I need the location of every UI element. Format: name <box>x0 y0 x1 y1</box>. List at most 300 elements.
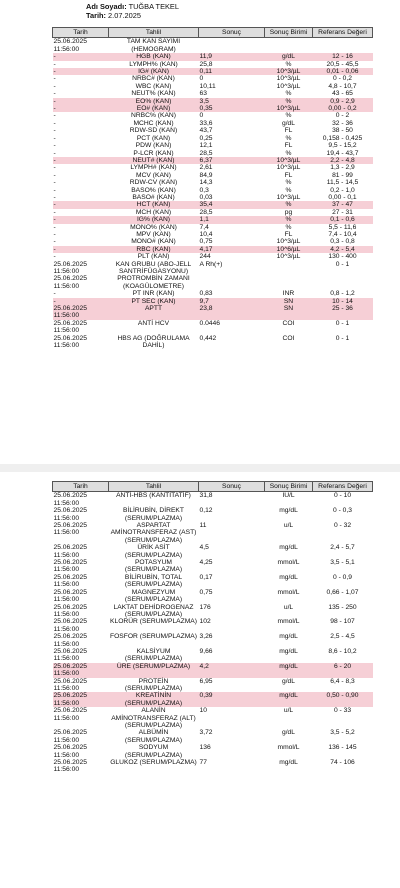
cell-date: - <box>53 60 56 68</box>
table-row <box>53 729 373 744</box>
cell-date: - <box>53 134 56 142</box>
cell-date: - <box>53 201 109 208</box>
cell-test: BASO% (KAN) <box>131 186 176 194</box>
table-row <box>53 105 373 112</box>
table-row <box>53 61 373 68</box>
cell-date: - <box>53 119 56 127</box>
header-date: Tarih <box>53 482 109 492</box>
cell-unit: mg/dL <box>265 692 313 707</box>
cell-test: PLT (KAN) <box>137 253 170 261</box>
cell-reference: 0,66 - 1,07 <box>326 588 359 596</box>
cell-result: 7,4 <box>199 223 209 231</box>
cell-unit: % <box>285 60 292 68</box>
cell-test: NRBC# (KAN) <box>132 75 175 83</box>
cell-test: ÜRİK ASİT (SERUM/PLAZMA) <box>124 544 183 559</box>
cell-date: - <box>53 90 56 98</box>
cell-test: KALSİYUM (SERUM/PLAZMA) <box>124 647 183 663</box>
cell-unit: % <box>285 223 292 231</box>
cell-unit: % <box>265 98 313 105</box>
cell-result: 28,5 <box>199 208 213 216</box>
cell-reference: 0 - 1 <box>335 319 350 327</box>
cell-date: 25.06.2025 11:56:00 <box>53 544 87 559</box>
cell-result: 0,12 <box>199 507 213 515</box>
cell-test: KREATİNİN (SERUM/PLAZMA) <box>109 692 199 707</box>
cell-reference: 6 - 20 <box>313 663 373 678</box>
cell-result: 0,75 <box>199 588 213 596</box>
table-row <box>53 648 373 663</box>
patient-name: TUĞBA TEKEL <box>128 2 179 11</box>
cell-test: ANTİ HCV <box>137 319 170 327</box>
cell-result: 0,35 <box>199 105 265 112</box>
cell-test: RBC (KAN) <box>109 246 199 253</box>
table-row <box>53 172 373 179</box>
cell-result: 10,4 <box>199 230 213 238</box>
cell-unit: 10^3/µL <box>276 164 301 172</box>
cell-test: MAGNEZYUM (SERUM/PLAZMA) <box>124 588 183 604</box>
cell-test: FOSFOR (SERUM/PLAZMA) <box>110 633 197 641</box>
cell-result: 28,5 <box>199 149 213 157</box>
cell-unit: INR <box>282 290 295 298</box>
cell-reference: 43 - 65 <box>332 90 353 98</box>
table-row <box>53 224 373 231</box>
table-row <box>53 164 373 171</box>
cell-result: 43,7 <box>199 127 213 135</box>
cell-unit: u/L <box>283 707 294 715</box>
cell-unit: COI <box>282 334 295 342</box>
table-row <box>53 261 373 276</box>
cell-date: - <box>53 223 56 231</box>
cell-unit: % <box>285 134 292 142</box>
cell-reference: 4,2 - 5,4 <box>313 246 373 253</box>
cell-reference: 0 - 32 <box>333 522 352 530</box>
cell-unit: u/L <box>283 603 294 611</box>
cell-date: 25.06.2025 11:56:00 <box>53 663 109 678</box>
cell-unit: FL <box>284 230 293 238</box>
cell-reference: 98 - 107 <box>330 618 355 626</box>
cell-date: - <box>53 246 109 253</box>
cell-reference: 0,2 - 1,0 <box>330 186 355 194</box>
table-row <box>53 90 373 97</box>
cell-date: - <box>53 127 56 135</box>
cell-result: 31,8 <box>199 492 213 500</box>
cell-reference: 5,5 - 11,6 <box>328 223 357 231</box>
cell-result: 0.0446 <box>199 319 220 327</box>
cell-date: - <box>53 230 56 238</box>
cell-reference: 0,1 - 0,6 <box>313 216 373 223</box>
cell-unit: % <box>285 90 292 98</box>
report-date: 2.07.2025 <box>108 11 141 20</box>
cell-test: EO% (KAN) <box>109 98 199 105</box>
table-row <box>53 522 373 544</box>
cell-unit: mg/dL <box>279 633 298 641</box>
cell-reference: 0,158 - 0,425 <box>322 134 363 142</box>
cell-date: 25.06.2025 11:56:00 <box>53 647 87 663</box>
table-row <box>53 574 373 589</box>
cell-result: 77 <box>199 759 207 767</box>
table-header-row <box>53 482 373 492</box>
cell-unit: FL <box>284 171 293 179</box>
cell-reference: 0 - 0,9 <box>333 573 352 581</box>
cell-result: 12,1 <box>199 142 213 150</box>
cell-date: - <box>53 68 109 75</box>
table-row <box>53 275 373 290</box>
cell-test: MCV (KAN) <box>136 171 171 179</box>
cell-test: MONO% (KAN) <box>130 223 177 231</box>
cell-test: PCT (KAN) <box>136 134 171 142</box>
cell-test: GLUKOZ (SERUM/PLAZMA) <box>110 759 197 767</box>
table-row <box>53 53 373 60</box>
cell-unit: 10^3/µL <box>276 253 301 261</box>
cell-reference: 9,5 - 15,2 <box>328 142 357 150</box>
cell-test: MONO# (KAN) <box>131 238 176 246</box>
cell-test: ALANİN AMİNOTRANSFERAZ (ALT) (SERUM/PLAZMA) <box>111 707 196 729</box>
cell-result: 14,3 <box>199 179 213 187</box>
cell-test: NEUT# (KAN) <box>109 157 199 164</box>
cell-date: - <box>53 179 56 187</box>
cell-test: PT INR (KAN) <box>132 290 175 298</box>
cell-unit: g/dL <box>281 119 296 127</box>
cell-test: LYMPH% (KAN) <box>129 60 178 68</box>
table-row <box>53 305 373 320</box>
header-reference: Referans Değeri <box>313 28 373 38</box>
header-result: Sonuç <box>199 28 265 38</box>
cell-result: 6,95 <box>199 677 213 685</box>
table-row <box>53 633 373 648</box>
cell-test: HGB (KAN) <box>109 53 199 60</box>
cell-result: 63 <box>199 90 207 98</box>
cell-result: 0,442 <box>199 334 217 342</box>
cell-reference: 0,00 - 0,1 <box>328 193 357 201</box>
table-row <box>53 120 373 127</box>
cell-date: - <box>53 82 56 90</box>
cell-reference: 20,5 - 45,5 <box>326 60 359 68</box>
cell-test: PROTEİN (SERUM/PLAZMA) <box>124 677 183 692</box>
cell-reference: 38 - 50 <box>332 127 353 135</box>
table-row <box>53 290 373 297</box>
cell-result <box>199 275 265 290</box>
header-date: Tarih <box>53 28 109 38</box>
table-row <box>53 194 373 201</box>
cell-date: - <box>53 142 56 150</box>
table-row <box>53 544 373 559</box>
cell-reference: 0,01 - 0,06 <box>313 68 373 75</box>
cell-unit: mg/dL <box>279 647 298 655</box>
cell-result: 9,7 <box>199 298 265 305</box>
table-row <box>53 98 373 105</box>
cell-reference: 0 - 2 <box>335 112 350 120</box>
cell-result: 25,8 <box>199 60 213 68</box>
cell-date: 25.06.2025 11:56:00 <box>53 260 87 275</box>
cell-reference: 0 - 0,3 <box>333 507 352 515</box>
cell-date: 25.06.2025 11:56:00 <box>53 492 87 507</box>
cell-unit: % <box>285 179 292 187</box>
cell-test: NRBC% (KAN) <box>131 112 176 120</box>
cell-date: 25.06.2025 11:56:00 <box>53 507 87 522</box>
table-row <box>53 68 373 75</box>
table-row <box>53 253 373 260</box>
cell-test: RDW-SD (KAN) <box>129 127 178 135</box>
cell-date: - <box>53 164 56 172</box>
cell-test: RDW-CV (KAN) <box>129 179 178 187</box>
cell-test: NEUT% (KAN) <box>131 90 176 98</box>
cell-result: A Rh(+) <box>199 260 223 268</box>
cell-reference: 2,5 - 4,5 <box>330 633 355 641</box>
cell-date: - <box>53 216 109 223</box>
cell-unit: 10^3/µL <box>276 82 301 90</box>
cell-unit: 10^3/µL <box>265 157 313 164</box>
cell-result: 4,5 <box>199 544 209 552</box>
header-test: Tahlil <box>109 28 199 38</box>
cell-reference: 130 - 400 <box>328 253 357 261</box>
cell-test: BİLİRUBİN, TOTAL (SERUM/PLAZMA) <box>124 573 183 589</box>
cell-date: - <box>53 290 56 298</box>
cell-result: 0,17 <box>199 573 213 581</box>
cell-unit: mmol/L <box>277 618 300 626</box>
cell-test: P-LCR (KAN) <box>133 149 174 157</box>
table-body-2 <box>53 492 373 774</box>
header-unit: Sonuç Birimi <box>265 482 313 492</box>
table-row <box>53 335 373 350</box>
cell-unit: pg <box>284 208 293 216</box>
cell-result: 23,8 <box>199 305 265 320</box>
cell-test: KLORÜR (SERUM/PLAZMA) <box>110 618 197 626</box>
cell-result: 0,83 <box>199 290 213 298</box>
table-row <box>53 618 373 633</box>
cell-date: 25.06.2025 11:56:00 <box>53 759 87 774</box>
cell-result: 4,25 <box>199 559 213 567</box>
cell-reference: 3,5 - 5,2 <box>330 729 355 737</box>
cell-unit <box>265 261 313 276</box>
cell-unit: mg/dL <box>265 663 313 678</box>
name-label: Adı Soyadı: <box>86 2 127 11</box>
table-row <box>53 246 373 253</box>
cell-test: PT SEC (KAN) <box>109 298 199 305</box>
cell-date: 25.06.2025 11:56:00 <box>53 692 109 707</box>
cell-result: 0,25 <box>199 134 213 142</box>
cell-result: 102 <box>199 618 211 626</box>
cell-result: 4,2 <box>199 663 265 678</box>
cell-date: 25.06.2025 11:56:00 <box>53 522 87 537</box>
cell-result: 244 <box>199 253 211 261</box>
table-row <box>53 707 373 729</box>
cell-unit: % <box>265 201 313 208</box>
cell-test: LAKTAT DEHİDROGENAZ (SERUM/PLAZMA) <box>113 603 194 618</box>
cell-result: 2,61 <box>199 164 213 172</box>
cell-test: PDW (KAN) <box>135 142 172 150</box>
cell-date: - <box>53 238 56 246</box>
cell-reference: 32 - 36 <box>332 119 353 127</box>
table-row <box>53 604 373 619</box>
cell-unit: g/dL <box>265 53 313 60</box>
cell-date: 25.06.2025 11:56:00 <box>53 319 87 335</box>
cell-test: APTT <box>109 305 199 320</box>
cell-reference: 1,3 - 2,9 <box>330 164 355 172</box>
cell-reference: 81 - 99 <box>332 171 353 179</box>
cell-date: 25.06.2025 11:56:00 <box>53 707 87 722</box>
cell-unit: % <box>285 149 292 157</box>
table-row <box>53 589 373 604</box>
lab-results-table-2 <box>52 481 373 774</box>
header-result: Sonuç <box>199 482 265 492</box>
cell-date: - <box>53 98 109 105</box>
cell-test: MPV (KAN) <box>136 230 171 238</box>
cell-reference <box>313 38 373 53</box>
table-row <box>53 142 373 149</box>
cell-reference: 7,4 - 10,4 <box>328 230 357 238</box>
cell-reference: 10 - 14 <box>313 298 373 305</box>
table-row <box>53 559 373 574</box>
cell-test: TAM KAN SAYIMI (HEMOGRAM) <box>126 38 181 53</box>
cell-date: - <box>53 75 56 83</box>
cell-date: 25.06.2025 11:56:00 <box>53 559 87 574</box>
cell-test: ALBÜMİN (SERUM/PLAZMA) <box>124 729 183 744</box>
cell-test: MCHC (KAN) <box>133 119 174 127</box>
cell-unit: mmol/L <box>277 559 300 567</box>
table-row <box>53 127 373 134</box>
cell-test: POTASYUM (SERUM/PLAZMA) <box>124 559 183 574</box>
table-row <box>53 759 373 774</box>
cell-unit: mg/dL <box>279 759 298 767</box>
cell-reference: 2,2 - 4,8 <box>313 157 373 164</box>
cell-test: LYMPH# (KAN) <box>130 164 177 172</box>
cell-test: HBS AG (DOĞRULAMA DAHİL) <box>117 334 190 350</box>
cell-date: 25.06.2025 11:56:00 <box>53 729 87 744</box>
table-row <box>53 492 373 507</box>
cell-result <box>199 38 265 53</box>
cell-unit: IU/L <box>282 492 295 500</box>
table-row <box>53 83 373 90</box>
table-row <box>53 298 373 305</box>
cell-reference: 6,4 - 8,3 <box>330 677 355 685</box>
cell-unit: g/dL <box>281 729 296 737</box>
cell-reference: 135 - 250 <box>328 603 357 611</box>
cell-result: 6,37 <box>199 157 265 164</box>
table-row <box>53 320 373 335</box>
cell-date: 25.06.2025 11:56:00 <box>53 573 87 589</box>
cell-result: 0 <box>199 112 204 120</box>
cell-reference: 37 - 47 <box>313 201 373 208</box>
cell-date: - <box>53 298 109 305</box>
cell-unit: 10^3/µL <box>276 75 301 83</box>
lab-results-table-1 <box>52 27 373 349</box>
cell-unit: u/L <box>283 522 294 530</box>
cell-reference: 3,5 - 5,1 <box>330 559 355 567</box>
cell-date: 25.06.2025 11:56:00 <box>53 744 87 759</box>
cell-reference: 0 - 1 <box>335 334 350 342</box>
cell-date: - <box>53 208 56 216</box>
cell-date: 25.06.2025 11:56:00 <box>53 633 87 648</box>
cell-reference: 0,00 - 0,2 <box>313 105 373 112</box>
cell-date: - <box>53 186 56 194</box>
cell-date: - <box>53 53 109 60</box>
cell-result: 3,26 <box>199 633 213 641</box>
cell-date: - <box>53 112 56 120</box>
cell-result: 11,9 <box>199 53 265 60</box>
cell-unit: mmol/L <box>277 588 300 596</box>
cell-date: 25.06.2025 11:56:00 <box>53 618 87 633</box>
cell-unit: % <box>285 186 292 194</box>
cell-result: 1,1 <box>199 216 265 223</box>
table-row <box>53 209 373 216</box>
table-row <box>53 201 373 208</box>
table-row <box>53 507 373 522</box>
cell-result: 9,66 <box>199 647 213 655</box>
cell-result: 11 <box>199 522 207 530</box>
cell-date: 25.06.2025 11:56:00 <box>53 603 87 618</box>
table-row <box>53 157 373 164</box>
cell-result: 0,11 <box>199 68 265 75</box>
cell-unit: COI <box>282 319 295 327</box>
cell-unit: g/dL <box>281 677 296 685</box>
cell-unit: 10^3/µL <box>265 68 313 75</box>
cell-reference: 19,4 - 43,7 <box>326 149 359 157</box>
cell-test: WBC (KAN) <box>135 82 172 90</box>
cell-reference: 25 - 36 <box>313 305 373 320</box>
cell-test: IG# (KAN) <box>109 68 199 75</box>
cell-result: 0,03 <box>199 193 213 201</box>
cell-date: - <box>53 105 109 112</box>
table-row <box>53 744 373 759</box>
cell-result: 35,4 <box>199 201 265 208</box>
date-label: Tarih: <box>86 11 106 20</box>
table-row <box>53 135 373 142</box>
table-row <box>53 112 373 119</box>
cell-reference: 11,5 - 14,5 <box>326 179 359 187</box>
cell-unit: FL <box>284 127 293 135</box>
cell-test: PROTROMBİN ZAMANI (KOAGÜLOMETRE) <box>117 275 190 290</box>
cell-date: - <box>53 171 56 179</box>
cell-unit <box>265 38 313 53</box>
cell-reference: 74 - 106 <box>330 759 355 767</box>
cell-date: - <box>53 149 56 157</box>
header-test: Tahlil <box>109 482 199 492</box>
cell-unit: % <box>265 216 313 223</box>
cell-test: EO# (KAN) <box>109 105 199 112</box>
table-body-1 <box>53 38 373 350</box>
cell-unit: 10^3/µL <box>276 238 301 246</box>
cell-test: KAN GRUBU (ABO-JELL SANTRİFÜGASYONU) <box>115 260 192 275</box>
cell-date: - <box>53 253 56 261</box>
cell-unit <box>265 275 313 290</box>
cell-reference: 2,4 - 5,7 <box>330 544 355 552</box>
cell-result: 3,5 <box>199 98 265 105</box>
cell-reference <box>313 275 373 290</box>
cell-result: 0,3 <box>199 186 209 194</box>
cell-reference: 0,3 - 0,8 <box>330 238 355 246</box>
cell-reference: 12 - 16 <box>313 53 373 60</box>
cell-reference: 0 - 0,2 <box>333 75 352 83</box>
cell-test: ASPARTAT AMİNOTRANSFERAZ (AST) (SERUM/PLAZMA) <box>110 522 197 544</box>
cell-unit: mg/dL <box>279 544 298 552</box>
cell-date: 25.06.2025 11:56:00 <box>53 677 87 692</box>
cell-date: 25.06.2025 11:56:00 <box>53 38 87 53</box>
table-row <box>53 231 373 238</box>
table-row <box>53 692 373 707</box>
cell-test: ÜRE (SERUM/PLAZMA) <box>109 663 199 678</box>
cell-reference: 0 - 10 <box>333 492 352 500</box>
cell-date: 25.06.2025 11:56:00 <box>53 588 87 604</box>
cell-result: 84,9 <box>199 171 213 179</box>
header-reference: Referans Değeri <box>313 482 373 492</box>
table-row <box>53 179 373 186</box>
table-row <box>53 663 373 678</box>
cell-result: 0 <box>199 75 204 83</box>
cell-test: IG% (KAN) <box>109 216 199 223</box>
cell-unit: 10^3/µL <box>276 193 301 201</box>
table-row <box>53 678 373 693</box>
cell-test: ANTİ-HBS (KANTİTATİF) <box>116 492 191 500</box>
cell-date: - <box>53 193 56 201</box>
